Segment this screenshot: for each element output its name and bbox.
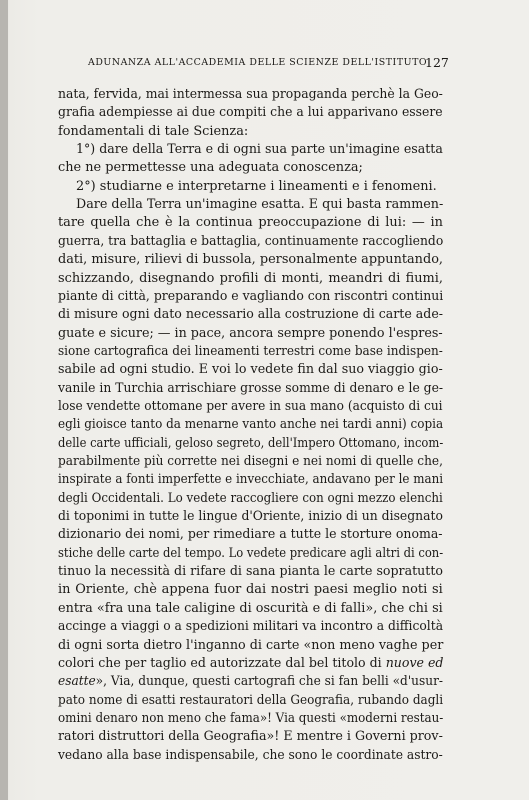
line-text: sabile ad ogni studio. E voi lo vedete fin dal suo viaggio gio-	[58, 362, 443, 378]
text-line	[58, 710, 443, 728]
line-text: 1°) dare della Terra e di ogni sua parte un'imagine esatta	[76, 142, 443, 158]
line-text: colori che per taglio ed autorizzate dal bel titolo di	[58, 655, 382, 671]
line-text: omini denaro non meno che fama»! Via questi «moderni restau-	[58, 710, 444, 726]
line-text: accinge a viaggi o a spedizioni militari va incontro a difficoltà	[58, 619, 444, 635]
text-line	[58, 508, 443, 526]
text-line	[58, 306, 443, 324]
text-line	[58, 545, 443, 563]
text-line	[58, 637, 443, 655]
text-line	[58, 416, 443, 434]
text-line	[76, 141, 443, 159]
line-text: dati, misure, rilievi di bussola, personalmente appuntando,	[58, 252, 444, 268]
page-number: 127	[425, 55, 449, 70]
text-line	[58, 288, 443, 306]
text-line	[58, 214, 443, 232]
text-line	[58, 398, 443, 416]
text-line	[58, 251, 443, 269]
line-text: che ne permettesse una adeguata conoscenza;	[58, 160, 363, 176]
italic-text: nuove ed	[385, 655, 444, 671]
text-line	[58, 159, 363, 177]
line-text: di ogni sorta dietro l'inganno di carte «non meno vaghe per	[58, 637, 444, 653]
line-text: Dare della Terra un'imagine esatta. E qui basta rammen-	[76, 197, 444, 213]
line-text: egli gioisce tanto da menarne vanto anche nei tardi anni) copia	[58, 417, 444, 433]
text-line	[58, 728, 443, 746]
text-line	[58, 563, 443, 581]
line-text: tinuo la necessità di rifare di sana pianta le carte sopratutto	[58, 564, 443, 580]
text-line	[76, 178, 437, 196]
line-text: », Via, dunque, questi cartografi che si fan belli «d'usur-	[95, 674, 444, 690]
line-text: in Oriente, chè appena fuor dai nostri paesi meglio noti si	[58, 582, 443, 598]
text-line	[58, 270, 443, 288]
running-header: ADUNANZA ALL'ACCADEMIA DELLE SCIENZE DELL'ISTITUTO	[88, 57, 428, 68]
line-text: di toponimi in tutte le lingue d'Oriente, inizio di un disegnato	[58, 509, 443, 525]
line-text: guate e sicure; — in pace, ancora sempre ponendo l'espres-	[58, 325, 443, 341]
line-text: grafia adempiesse ai due compiti che a lui apparivano essere	[58, 105, 443, 121]
line-text: degli Occidentali. Lo vedete raccogliere con ogni mezzo elenchi	[58, 490, 443, 506]
line-text: dizionario dei nomi, per rimediare a tutte le storture onoma-	[58, 527, 443, 543]
text-line	[58, 490, 443, 508]
text-line	[58, 453, 443, 471]
text-line	[58, 86, 443, 104]
line-text: di misure ogni dato necessario alla costruzione di carte ade-	[58, 307, 444, 323]
text-line	[58, 343, 443, 361]
text-line	[58, 526, 443, 544]
line-text: fondamentali di tale Scienza:	[58, 123, 249, 139]
text-line	[58, 361, 443, 379]
text-line	[58, 692, 443, 710]
text-line	[58, 380, 443, 398]
text-line	[58, 123, 248, 141]
text-line	[58, 435, 443, 453]
line-text: vanile in Turchia arrischiare grosse somme di denaro e le ge-	[58, 380, 444, 396]
text-line	[58, 747, 443, 765]
line-text: pato nome di esatti restauratori della Geografia, rubando dagli	[58, 692, 444, 708]
line-text: ratori distruttori della Geografia»! E mentre i Governi prov-	[58, 729, 443, 745]
text-line	[58, 600, 443, 618]
text-line	[58, 233, 443, 251]
line-text: delle carte ufficiali, geloso segreto, dell'Impero Ottomano, incom-	[58, 435, 444, 451]
line-text: schizzando, disegnando profili di monti, meandri di fiumi,	[58, 270, 443, 286]
line-text: inspirate a fonti imperfette e invecchiate, andavano per le mani	[58, 472, 444, 488]
text-line	[76, 196, 443, 214]
italic-text: esatte	[58, 674, 96, 690]
text-line	[58, 325, 443, 343]
line-text: guerra, tra battaglia e battaglia, continuamente raccogliendo	[58, 233, 444, 249]
line-text: tare quella che è la continua preoccupazione di lui: — in	[58, 215, 443, 231]
line-text: entra «fra una tale caligine di oscurità e di falli», che chi si	[58, 600, 443, 616]
line-text: lose vendette ottomane per avere in sua mano (acquisto di cui	[58, 398, 443, 414]
text-line	[58, 581, 443, 599]
text-line	[58, 655, 443, 673]
line-text: parabilmente più corrette nei disegni e nei nomi di quelle che,	[58, 454, 443, 469]
page-spine-shadow	[0, 0, 8, 800]
text-line	[58, 673, 443, 691]
line-text: stiche delle carte del tempo. Lo vedete predicare agli altri di con-	[58, 545, 444, 561]
text-line	[58, 618, 443, 636]
line-text: 2°) studiarne e interpretarne i lineamenti e i fenomeni.	[76, 178, 437, 194]
line-text: nata, fervida, mai intermessa sua propaganda perchè la Geo-	[58, 87, 443, 102]
text-line	[58, 471, 443, 489]
line-text: piante di città, preparando e vagliando con riscontri continui	[58, 288, 444, 304]
line-text: vedano alla base indispensabile, che sono le coordinate astro-	[58, 747, 443, 763]
line-text: sione cartografica dei lineamenti terrestri come base indispen-	[58, 343, 443, 359]
text-line	[58, 104, 443, 122]
